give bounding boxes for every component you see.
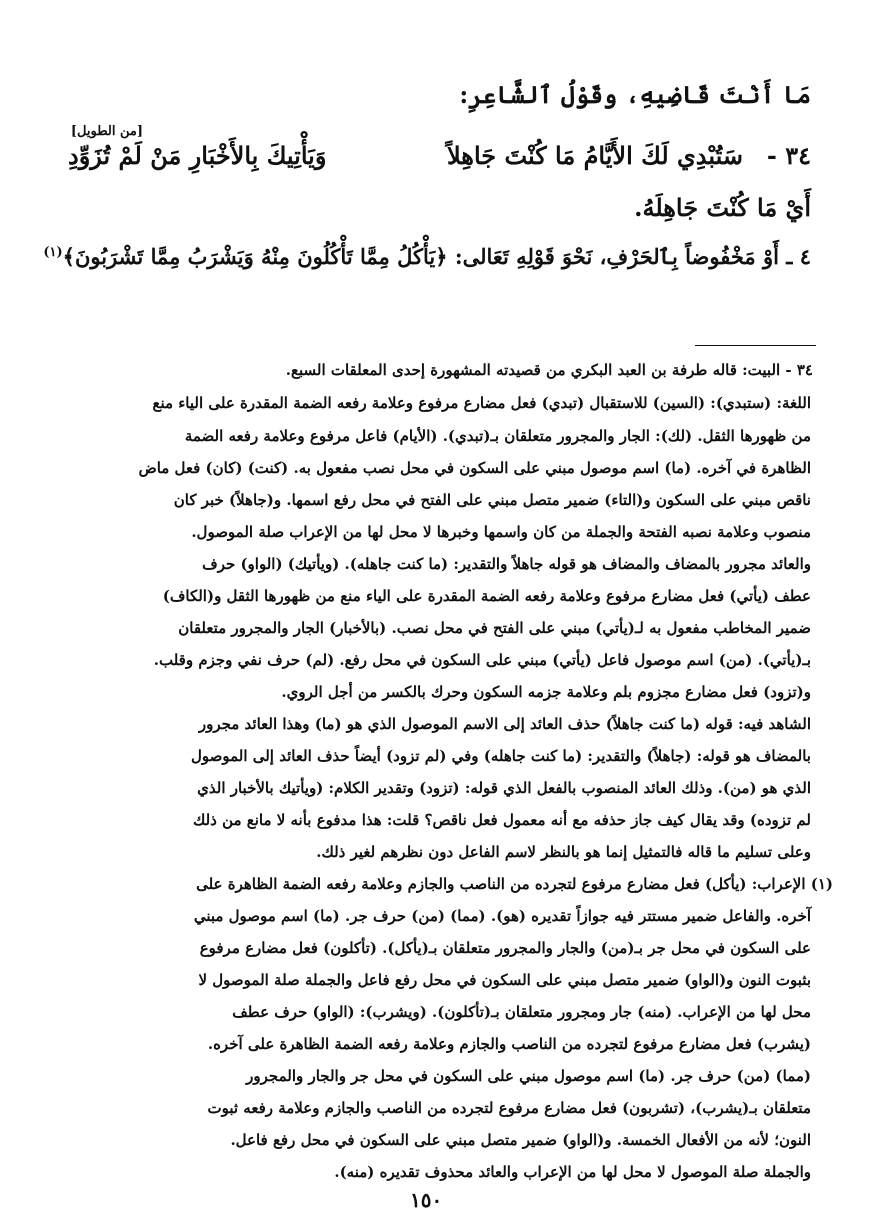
footnote-1-line: متعلقان بـ(يشرب)، (تشربون) فعل مضارع مرفوع لتجرده من الناصب والجازم وعلامة رفعه ثبوت	[207, 1099, 811, 1117]
footnote-34-line: الظاهرة في آخره. (ما) اسم موصول مبني على السكون في محل نصب مفعول به. (كنت) (كان) فعل ماض	[138, 459, 811, 477]
verse-hemistich-2: وَيَأْتِيكَ بِالأَخْبَارِ مَنْ لَمْ تُزَوِّدِ	[68, 141, 327, 170]
footnote-1-line: والجملة صلة الموصول لا محل لها من الإعراب والعائد محذوف تقديره (منه).	[334, 1163, 811, 1181]
footnote-34-line: الشاهد فيه: قوله (ما كنت جاهلاً) حذف العائد إلى الاسم الموصول الذي هو (ما) وهذا العائد مجرور	[198, 715, 811, 733]
page-number: ١٥٠	[410, 1188, 443, 1212]
footnote-1-line: (مما) (من) حرف جر. (ما) اسم موصول مبني على السكون في محل جر والجار والمجرور	[246, 1067, 811, 1085]
footnote-34-line: بالمضاف هو قوله: (جاهلاً) والتقدير: (ما كنت جاهله) وفي (لم تزود) أيضاً حذف العائد إلى الموصول	[190, 747, 811, 765]
footnote-34-line: و(تزود) فعل مضارع مجزوم بلم وعلامة جزمه السكون وحرك بالكسر من أجل الروي.	[281, 683, 811, 701]
footnote-34-line: من ظهورها الثقل. (لك): الجار والمجرور متعلقان بـ(تبدي). (الأيام) فاعل مرفوع وعلامة رفعه الضمة	[184, 427, 811, 445]
main-text-line-1: مَا أَنْتَ قَاضِيهِ، وقَوْلُ ٱلشَّاعِرِ:	[459, 80, 811, 109]
main-text-line-3: أَيْ مَا كُنْتَ جَاهِلَهُ.	[634, 193, 811, 222]
footnote-34-line: ٣٤ - البيت: قاله طرفة بن العبد البكري من قصيدته المشهورة إحدى المعلقات السبع.	[285, 361, 813, 379]
footnote-34-line: اللغة: (ستبدي): (السين) للاستقبال (تبدي) فعل مضارع مرفوع وعلامة رفعه الضمة المقدرة على الياء منع	[152, 394, 811, 412]
footnote-marker: (١)	[43, 245, 63, 260]
main-text-line-4	[43, 244, 811, 269]
footnote-34-line: ناقص مبني على السكون و(التاء) ضمير متصل مبني على الفتح في محل رفع اسمها. و(جاهلاً) خبر كان	[173, 491, 811, 509]
footnote-separator	[695, 345, 816, 346]
footnote-34-line: بـ(يأتي). (من) اسم موصول فاعل (يأتي) مبني على السكون في محل رفع. (لم) حرف نفي وجزم وقلب.	[153, 651, 811, 669]
verse-number: ٣٤ -	[766, 141, 811, 170]
footnote-34-line: وعلى تسليم ما قاله فالتمثيل إنما هو بالنظر لاسم الفاعل دون نظرهم لغير ذلك.	[316, 843, 811, 861]
footnote-34-line: عطف (يأتي) فعل مضارع مرفوع وعلامة رفعه الضمة المقدرة على الياء منع من ظهورها الثقل و(الكاف)	[162, 587, 811, 605]
footnote-34-line: ضمير المخاطب مفعول به لـ(يأتي) مبني على الفتح في محل نصب. (بالأخبار) الجار والمجرور متعلقان	[178, 619, 811, 637]
meter-label: [من الطويل]	[70, 124, 143, 139]
footnote-34-line: والعائد مجرور بالمضاف والمضاف هو قوله جاهلاً والتقدير: (ما كنت جاهله). (ويأتيك) (الواو) حرف	[202, 555, 811, 573]
footnote-1-line: على السكون في محل جر بـ(من) والجار والمجرور متعلقان بـ(يأكل). (تأكلون) فعل مضارع مرفوع	[199, 939, 811, 957]
footnote-34-line: منصوب وعلامة نصبه الفتحة والجملة من كان واسمها وخبرها لا محل لها من الإعراب صلة الموصول.	[191, 523, 811, 541]
footnote-1-line: بثبوت النون و(الواو) ضمير متصل مبني على السكون في محل رفع فاعل والجملة صلة الموصول لا	[198, 971, 811, 989]
quran-verse-line: ٤ ـ أَوْ مَخْفُوضاً بِٱلحَرْفِ، نَحْوَ قَوْلِهِ تَعَالى: ﴿يَأْكُلُ مِمَّا تَأْكُلُونَ مِنْهُ وَيَشْرَبُ مِمَّا تَشْرَبُونَ﴾	[62, 244, 811, 269]
footnote-1-line: النون؛ لأنه من الأفعال الخمسة. و(الواو) ضمير متصل مبني على السكون في محل رفع فاعل.	[230, 1131, 811, 1149]
footnote-34-line: الذي هو (من). وذلك العائد المنصوب بالفعل الذي قوله: (تزود) وتقدير الكلام: (ويأتيك بالأخبار الذي	[197, 779, 811, 797]
footnote-34-line: لم تزوده) وقد يقال كيف جاز حذفه مع أنه معمول فعل ناقص؟ قلت: هذا مدفوع بأنه لا مانع من ذلك	[192, 811, 811, 829]
footnote-1-line: (يشرب) فعل مضارع مرفوع لتجرده من الناصب والجازم وعلامة رفعه الضمة الظاهرة على آخره.	[207, 1035, 811, 1053]
footnote-1-line: آخره. والفاعل ضمير مستتر فيه جوازاً تقديره (هو). (مما) (من) حرف جر. (ما) اسم موصول مبني	[193, 907, 811, 925]
footnote-1-line: (١) الإعراب: (يأكل) فعل مضارع مرفوع لتجرده من الناصب والجازم وعلامة رفعه الضمة الظاهرة على	[196, 875, 833, 893]
footnote-1-line: محل لها من الإعراب. (منه) جار ومجرور متعلقان بـ(تأكلون). (ويشرب): (الواو) حرف عطف	[232, 1003, 811, 1021]
verse-hemistich-1: سَتُبْدِي لَكَ الأَيَّامُ مَا كُنْتَ جَاهِلاً	[446, 141, 743, 170]
